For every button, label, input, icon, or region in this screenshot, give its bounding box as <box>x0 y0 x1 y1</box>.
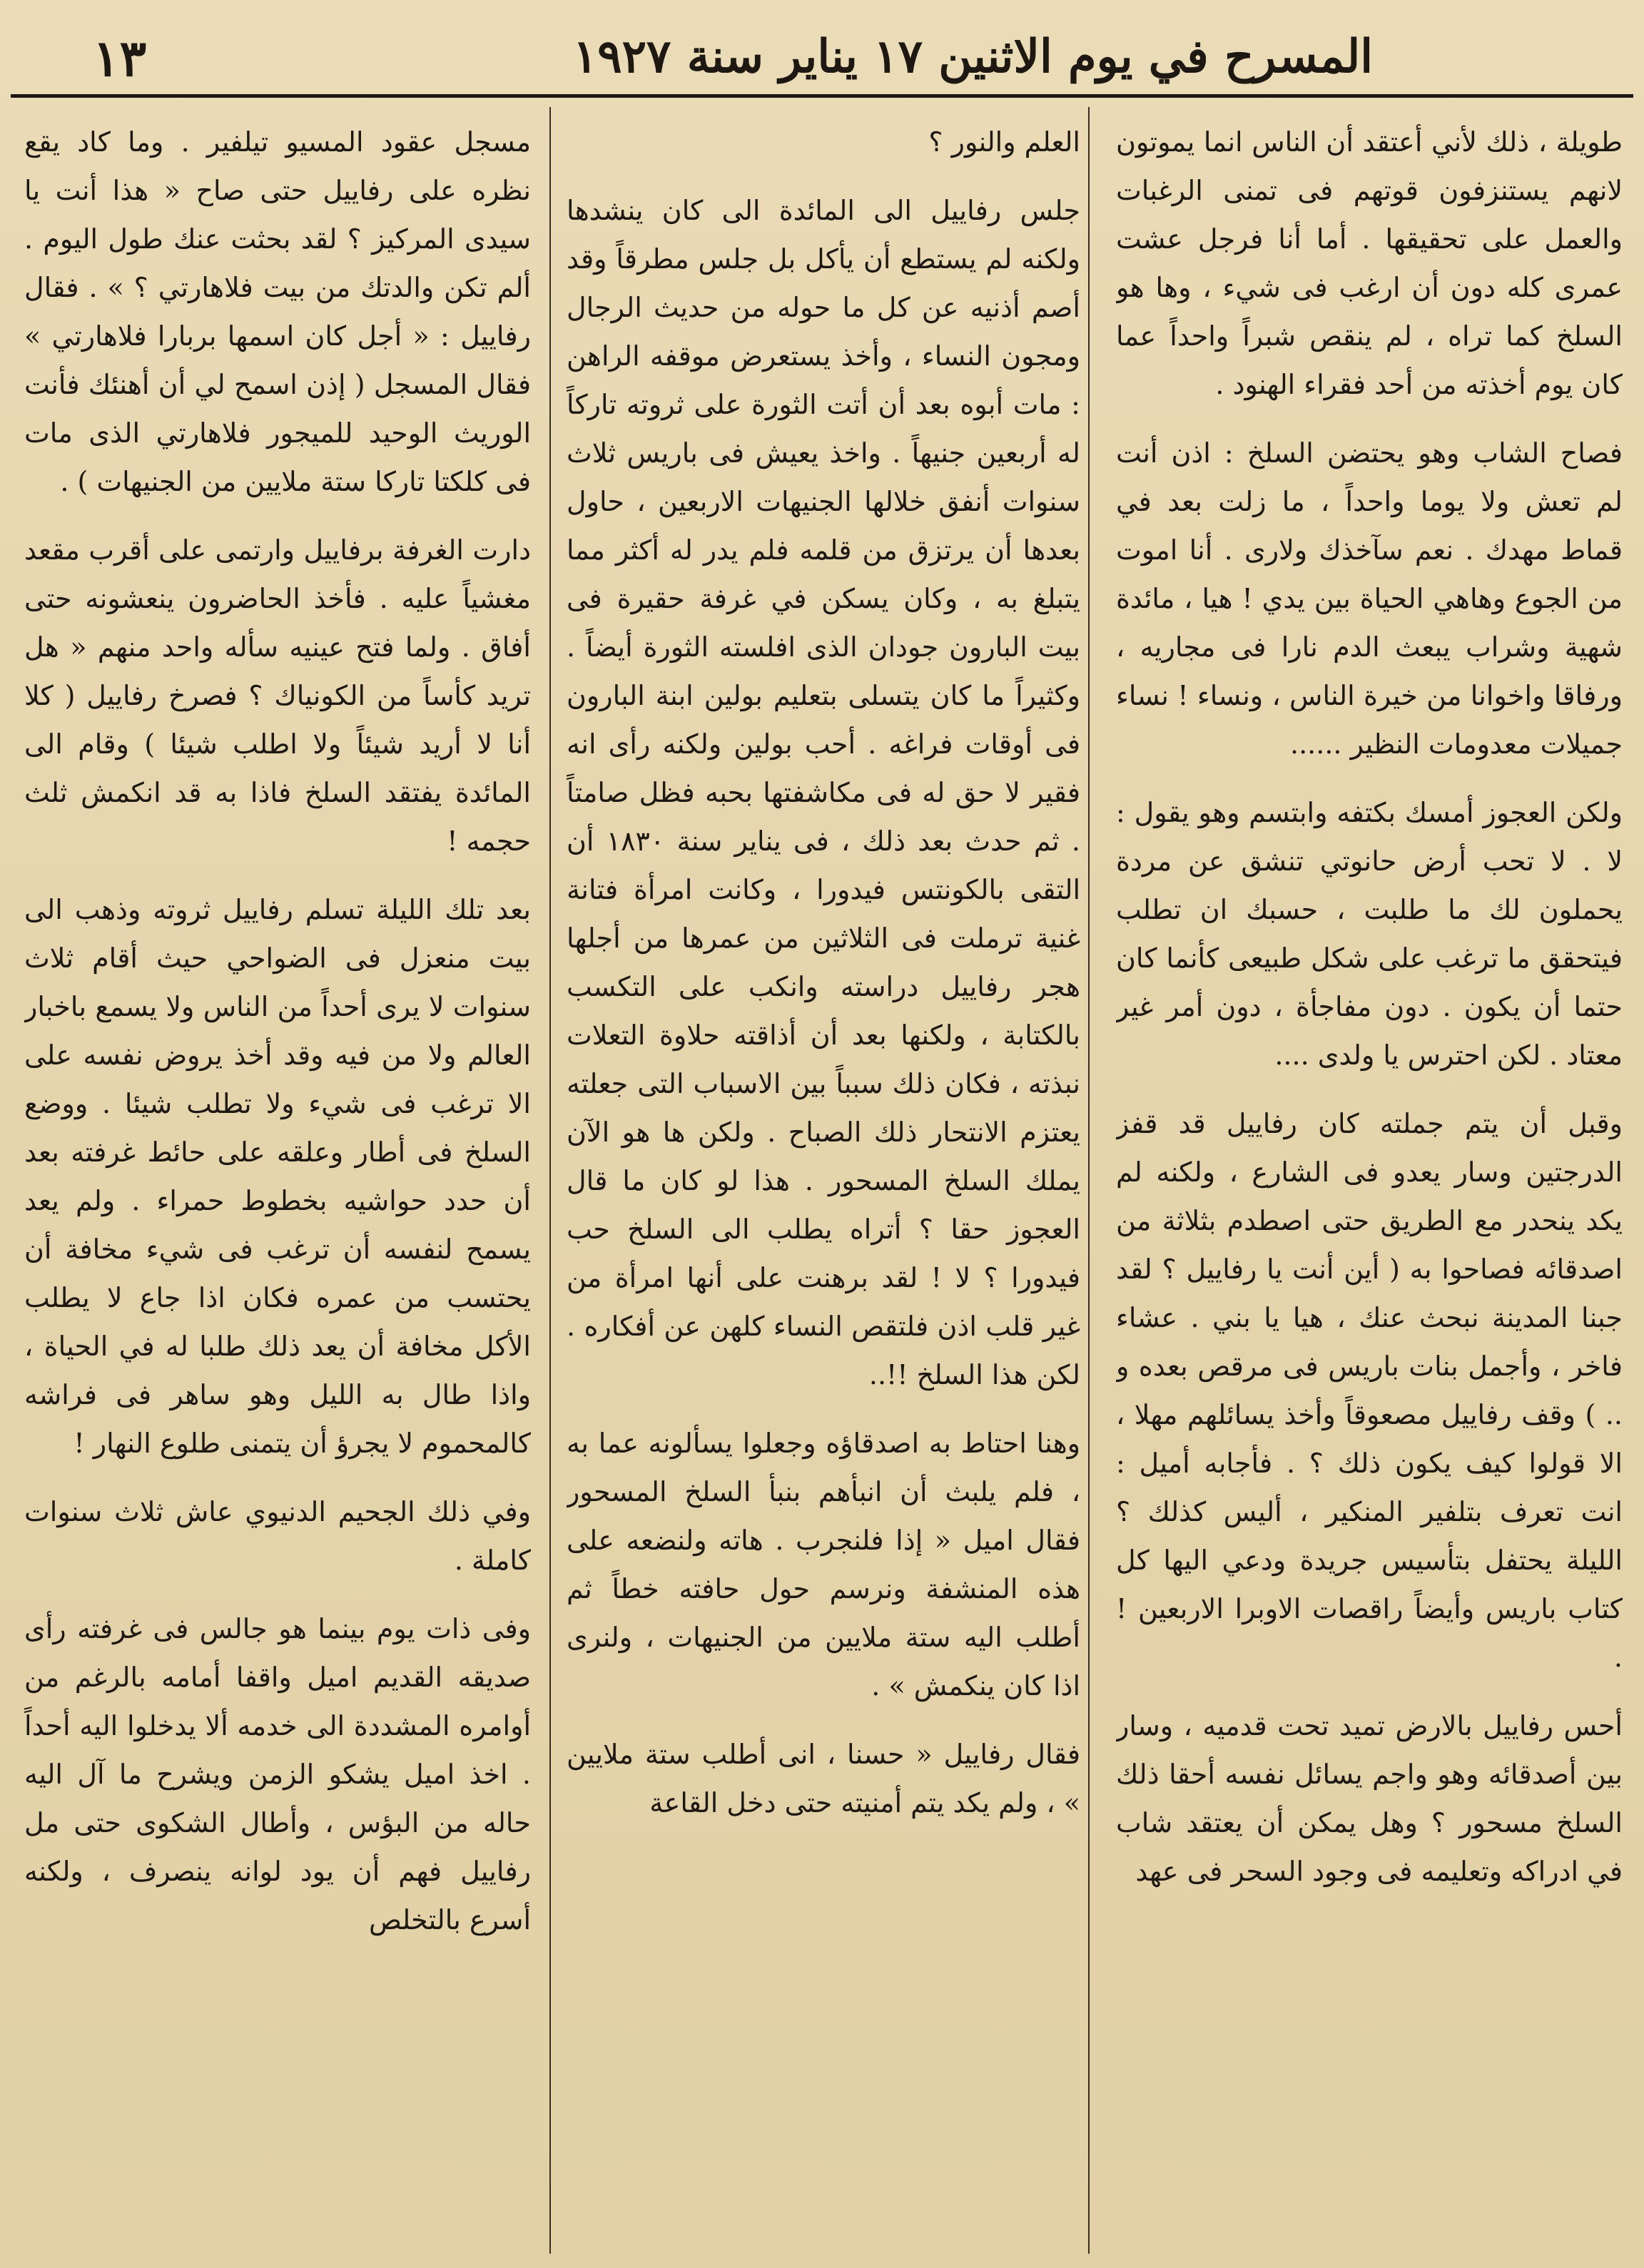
paragraph: وفي ذلك الجحيم الدنيوي عاش ثلاث سنوات كاملة . <box>24 1496 531 1576</box>
paragraph: وهنا احتاط به اصدقاؤه وجعلوا يسألونه عما به ، فلم يلبث أن انبأهم بنبأ السلخ المسحور فقال اميل « إذا فلنجرب . هاته ولنضعه على هذه المنشفة ونرسم حول حافته خطاً ثم أطلب اليه ستة ملايين من الجنيهات ، ولنرى اذا كان ينكمش » . <box>567 1428 1080 1702</box>
paragraph: بعد تلك الليلة تسلم رفاييل ثروته وذهب الى بيت منعزل فى الضواحي حيث أقام ثلاث سنوات لا يرى أحداً من الناس ولا يسمع باخبار العالم ولا من فيه وقد أخذ يروض نفسه على الا ترغب فى شيء ولا تطلب شيئا . ووضع السلخ فى أطار وعلقه على حائط غرفته بعد أن حدد حواشيه بخطوط حمراء . ولم يعد يسمح لنفسه أن ترغب فى شيء مخافة أن يحتسب من عمره فكان اذا جاع لا يطلب الأكل مخافة أن يعد ذلك طلبا له في الحياة ، واذا طال به الليل وهو ساهر فى فراشه كالمحموم لا يجرؤ أن يتمنى طلوع النهار ! <box>24 894 531 1459</box>
paragraph: وقبل أن يتم جملته كان رفاييل قد قفز الدرجتين وسار يعدو فى الشارع ، ولكنه لم يكد ينحدر مع الطريق حتى اصطدم بثلاثة من اصدقائه فصاحوا به ( أين أنت يا رفاييل ؟ لقد جبنا المدينة نبحث عنك ، هيا يا بني . عشاء فاخر ، وأجمل بنات باريس فى مرقص بعده و .. ) وقف رفاييل مصعوقاً وأخذ يسائلهم مهلا ، الا قولوا كيف يكون ذلك ؟ . فأجابه أميل : انت تعرف بتلفير المنكير ، أليس كذلك ؟ الليلة يحتفل بتأسيس جريدة ودعي اليها كل كتاب باريس وأيضاً راقصات الاوبرا الاربعين ! . <box>1116 1108 1623 1673</box>
column-middle <box>567 118 1080 2247</box>
column-left <box>24 118 531 2247</box>
paragraph: جلس رفاييل الى المائدة الى كان ينشدها ولكنه لم يستطع أن يأكل بل جلس مطرقاً وقد أصم أذنيه عن كل ما حوله من حديث الرجال ومجون النساء ، وأخذ يستعرض موقفه الراهن : مات أبوه بعد أن أتت الثورة على ثروته تاركاً له أربعين جنيهاً . واخذ يعيش فى باريس ثلاث سنوات أنفق خلالها الجنيهات الاربعين ، حاول بعدها أن يرتزق من قلمه فلم يدر له أكثر مما يتبلغ به ، وكان يسكن في غرفة حقيرة فى بيت البارون جودان الذى افلسته الثورة أيضاً . وكثيراً ما كان يتسلى بتعليم بولين ابنة البارون فى أوقات فراغه . أحب بولين ولكنه رأى انه فقير لا حق له فى مكاشفتها بحبه فظل صامتاً . ثم حدث بعد ذلك ، فى يناير سنة ١٨٣٠ أن التقى بالكونتس فيدورا ، وكانت امرأة فتانة غنية ترملت فى الثلاثين من عمرها من أجلها هجر رفاييل دراسته وانكب على التكسب بالكتابة ، ولكنها بعد أن أذاقته حلاوة التعلات نبذته ، فكان ذلك سبباً بين الاسباب التى جعلته يعتزم الانتحار ذلك الصباح . ولكن ها هو الآن يملك السلخ المسحور . هذا لو كان ما قال العجوز حقا ؟ أتراه يطلب الى السلخ حب فيدورا ؟ لا ! لقد برهنت على أنها امرأة من غير قلب اذن فلتقص النساء كلهن عن أفكاره . لكن هذا السلخ !!.. <box>567 195 1080 1390</box>
paragraph: وفى ذات يوم بينما هو جالس فى غرفته رأى صديقه القديم اميل واقفا أمامه بالرغم من أوامره المشددة الى خدمه ألا يدخلوا اليه أحداً . اخذ اميل يشكو الزمن ويشرح ما آل اليه حاله من البؤس ، وأطال الشكوى حتى مل رفاييل فهم أن يود لوانه ينصرف ، ولكنه أسرع بالتخلص <box>24 1613 531 1936</box>
header-rule <box>11 94 1633 98</box>
page-number: ١٣ <box>93 29 147 88</box>
paragraph: مسجل عقود المسيو تيلفير . وما كاد يقع نظره على رفاييل حتى صاح « هذا أنت يا سيدى المركيز ؟ لقد بحثت عنك طول اليوم . ألم تكن والدتك من بيت فلاهارتي ؟ » . فقال رفاييل : « أجل كان اسمها بربارا فلاهارتي » فقال المسجل ( إذن اسمح لي أن أهنئك فأنت الوريث الوحيد للميجور فلاهارتي الذى مات فى كلكتا تاركا ستة ملايين من الجنيهات ) . <box>24 126 531 497</box>
page-header-title: المسرح في يوم الاثنين ١٧ يناير سنة ١٩٢٧ <box>572 30 1373 83</box>
masthead <box>0 21 1644 100</box>
paragraph: ولكن العجوز أمسك بكتفه وابتسم وهو يقول : لا . لا تحب أرض حانوتي تنشق عن مردة يحملون لك ما طلبت ، حسبك ان تطلب فيتحقق ما ترغب على شكل طبيعى كأنما كان حتما أن يكون . دون مفاجأة ، دون أمر غير معتاد . لكن احترس يا ولدى .... <box>1116 797 1623 1071</box>
paragraph: العلم والنور ؟ <box>928 126 1080 158</box>
column-divider <box>549 107 551 2254</box>
paragraph: فقال رفاييل « حسنا ، انى أطلب ستة ملايين » ، ولم يكد يتم أمنيته حتى دخل القاعة <box>567 1739 1080 1819</box>
paragraph: دارت الغرفة برفاييل وارتمى على أقرب مقعد مغشياً عليه . فأخذ الحاضرون ينعشونه حتى أفاق . ولما فتح عينيه سأله واحد منهم « هل تريد كأساً من الكونياك ؟ فصرخ رفاييل ( كلا أنا لا أريد شيئاً ولا اطلب شيئا ) وقام الى المائدة يفتقد السلخ فاذا به قد انكمش ثلث حجمه ! <box>24 534 531 857</box>
paragraph: طويلة ، ذلك لأني أعتقد أن الناس انما يموتون لانهم يستنزفون قوتهم فى تمنى الرغبات والعمل على تحقيقها . أما أنا فرجل عشت عمرى كله دون أن ارغب فى شيء ، وها هو السلخ كما تراه ، لم ينقص شبراً واحداً عما كان يوم أخذته من أحد فقراء الهنود . <box>1116 126 1623 400</box>
paragraph: فصاح الشاب وهو يحتضن السلخ : اذن أنت لم تعش ولا يوما واحداً ، ما زلت بعد في قماط مهدك . نعم سآخذك ولارى . أنا اموت من الجوع وهاهي الحياة بين يدي ! هيا ، مائدة شهية وشراب يبعث الدم نارا فى مجاريه ، ورفاقا واخوانا من خيرة الناس ، ونساء ! نساء جميلات معدومات النظير ...... <box>1116 437 1623 760</box>
column-right <box>1116 118 1623 2247</box>
paragraph: أحس رفاييل بالارض تميد تحت قدميه ، وسار بين أصدقائه وهو واجم يسائل نفسه أحقا ذلك السلخ مسحور ؟ وهل يمكن أن يعتقد شاب في ادراكه وتعليمه فى وجود السحر فى عهد <box>1116 1710 1623 1887</box>
column-divider <box>1088 107 1090 2254</box>
